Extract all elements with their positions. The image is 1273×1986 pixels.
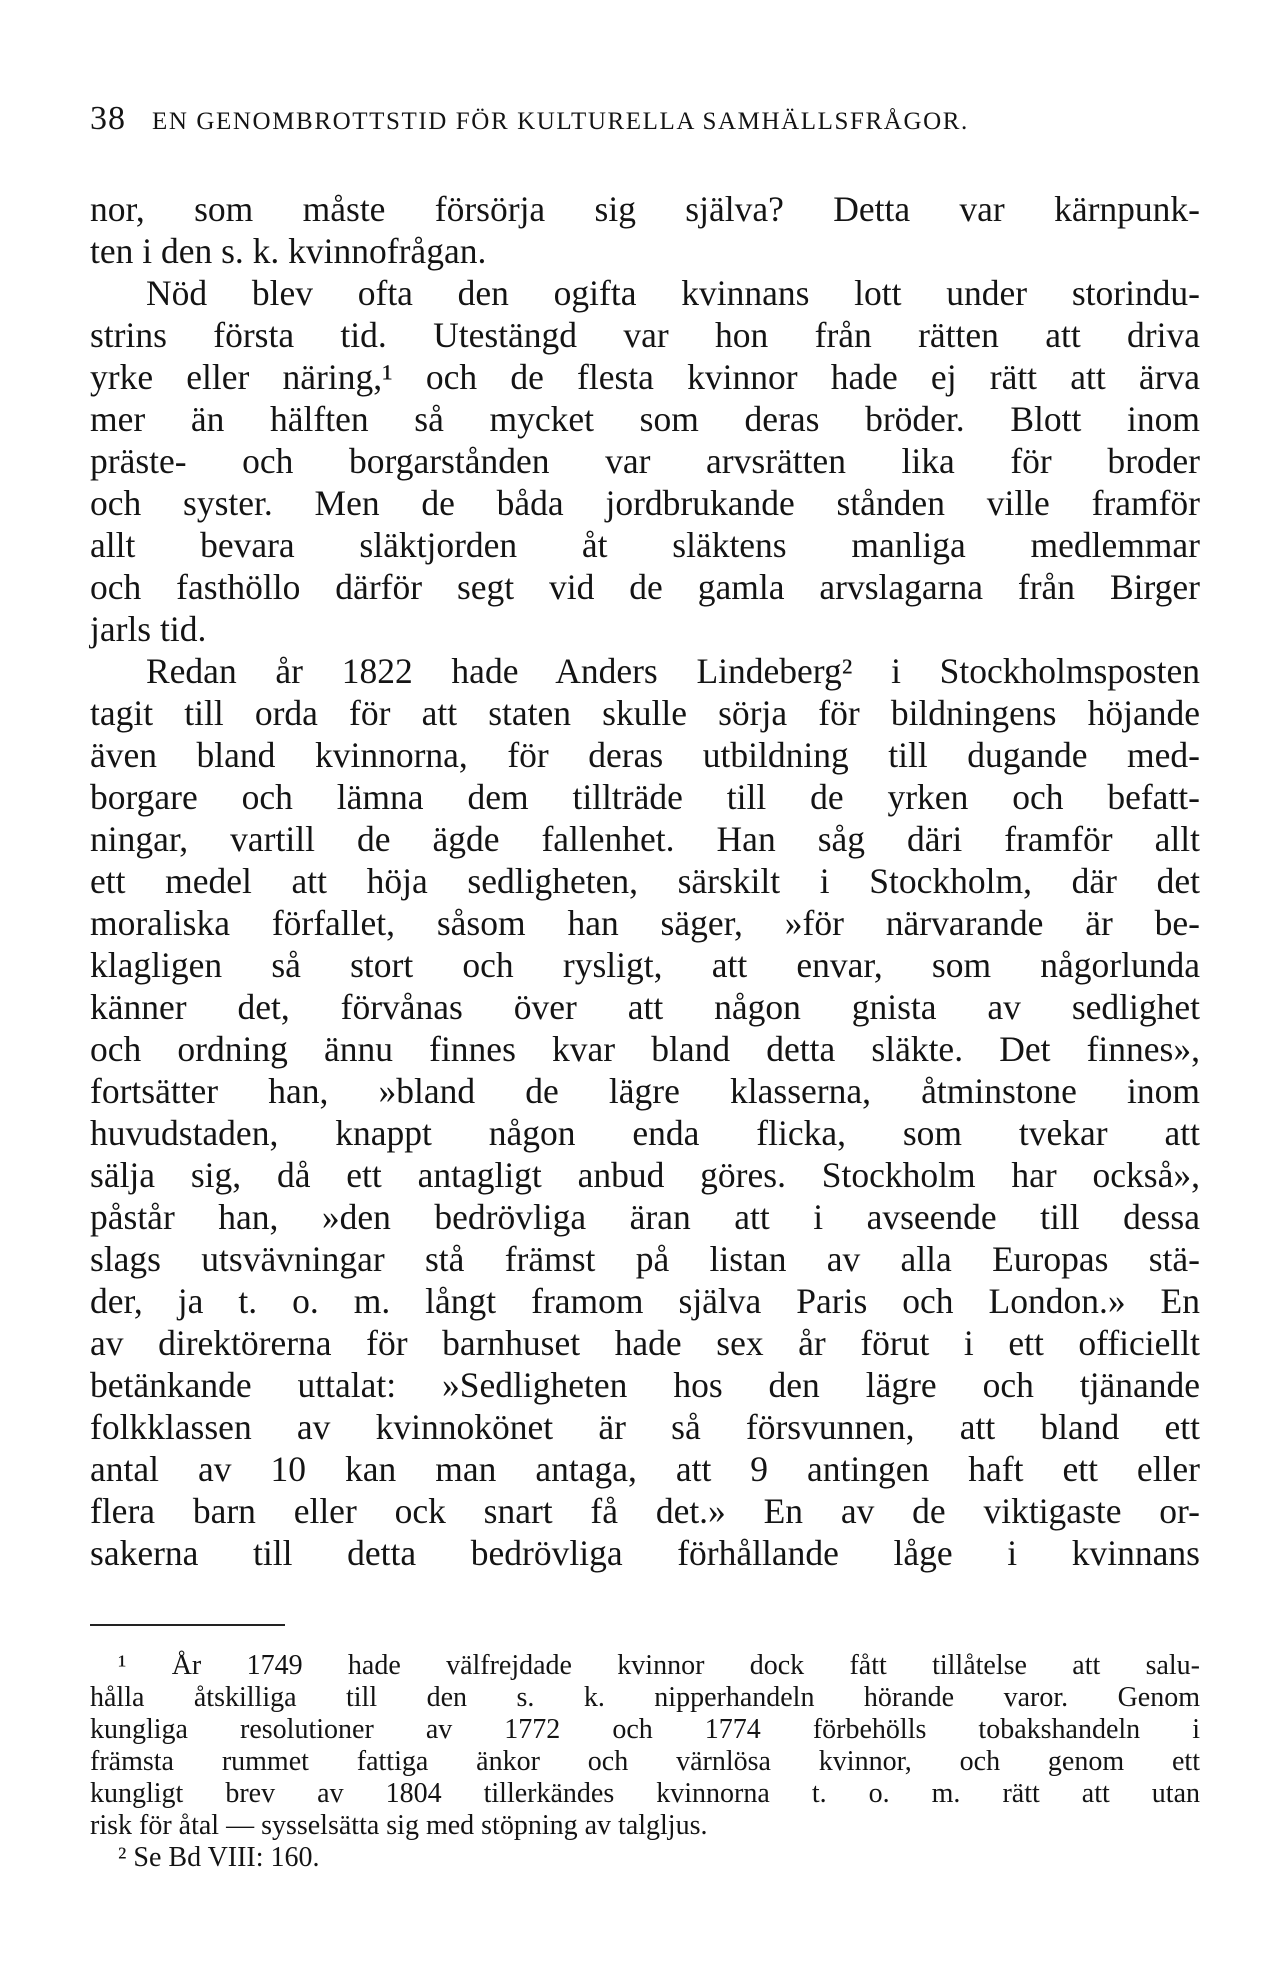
body-line: präste- och borgarstånden var arvsrätten lika för broder (90, 441, 1200, 481)
body-line: nor, som måste försörja sig själva? Detta var kärnpunk- (90, 189, 1200, 229)
footnote-line: kungligt brev av 1804 tillerkändes kvinnorna t. o. m. rätt att utan (90, 1778, 1200, 1809)
body-line: betänkande uttalat: »Sedligheten hos den lägre och tjänande (90, 1365, 1200, 1405)
body-line: och fasthöllo därför segt vid de gamla arvslagarna från Birger (90, 567, 1200, 607)
body-line: även bland kvinnorna, för deras utbildning till dugande med- (90, 735, 1200, 775)
footnotes (90, 1650, 1200, 1874)
body-line: sälja sig, då ett antagligt anbud göres. Stockholm har också», (90, 1155, 1200, 1195)
body-text (90, 188, 1200, 1574)
body-line: ten i den s. k. kvinnofrågan. (90, 231, 487, 271)
body-line: der, ja t. o. m. långt framom själva Paris och London.» En (90, 1281, 1200, 1321)
footnote-divider (90, 1624, 285, 1626)
body-line: slags utsvävningar stå främst på listan av alla Europas stä- (90, 1239, 1200, 1279)
body-line: sakerna till detta bedrövliga förhållande låge i kvinnans (90, 1533, 1200, 1573)
page-number: 38 (90, 100, 126, 137)
body-line: mer än hälften så mycket som deras bröder. Blott inom (90, 399, 1200, 439)
body-line: och ordning ännu finnes kvar bland detta släkte. Det finnes», (90, 1029, 1200, 1069)
body-line: ningar, vartill de ägde fallenhet. Han såg däri framför allt (90, 819, 1200, 859)
body-line: fortsätter han, »bland de lägre klasserna, åtminstone inom (90, 1071, 1200, 1111)
body-line: strins första tid. Utestängd var hon från rätten att driva (90, 315, 1200, 355)
footnote-line: kungliga resolutioner av 1772 och 1774 förbehölls tobakshandeln i (90, 1714, 1200, 1745)
footnote-line: hålla åtskilliga till den s. k. nipperhandeln hörande varor. Genom (90, 1682, 1200, 1713)
body-line: antal av 10 kan man antaga, att 9 antingen haft ett eller (90, 1449, 1200, 1489)
footnote-line: ² Se Bd VIII: 160. (118, 1842, 320, 1873)
book-page (90, 100, 1200, 1874)
body-line: klagligen så stort och rysligt, att envar, som någorlunda (90, 945, 1200, 985)
body-line: och syster. Men de båda jordbrukande stånden ville framför (90, 483, 1200, 523)
body-line: huvudstaden, knappt någon enda flicka, som tvekar att (90, 1113, 1200, 1153)
footnote-line: främsta rummet fattiga änkor och värnlösa kvinnor, och genom ett (90, 1746, 1200, 1777)
footnote-line: risk för åtal — sysselsätta sig med stöpning av talgljus. (90, 1810, 708, 1841)
body-line: moraliska förfallet, såsom han säger, »för närvarande är be- (90, 903, 1200, 943)
body-line: av direktörerna för barnhuset hade sex år förut i ett officiellt (90, 1323, 1200, 1363)
body-line: tagit till orda för att staten skulle sörja för bildningens höjande (90, 693, 1200, 733)
body-line: Redan år 1822 hade Anders Lindeberg² i Stockholmsposten (146, 651, 1200, 691)
body-line: känner det, förvånas över att någon gnista av sedlighet (90, 987, 1200, 1027)
body-line: borgare och lämna dem tillträde till de yrken och befatt- (90, 777, 1200, 817)
body-line: ett medel att höja sedligheten, särskilt i Stockholm, där det (90, 861, 1200, 901)
body-line: folkklassen av kvinnokönet är så försvunnen, att bland ett (90, 1407, 1200, 1447)
body-line: jarls tid. (90, 609, 207, 649)
body-line: påstår han, »den bedrövliga äran att i avseende till dessa (90, 1197, 1200, 1237)
body-line: Nöd blev ofta den ogifta kvinnans lott under storindu- (146, 273, 1200, 313)
footnote-line: ¹ År 1749 hade välfrejdade kvinnor dock fått tillåtelse att salu- (118, 1650, 1200, 1681)
body-line: allt bevara släktjorden åt släktens manliga medlemmar (90, 525, 1200, 565)
body-line: flera barn eller ock snart få det.» En av de viktigaste or- (90, 1491, 1200, 1531)
running-title: EN GENOMBROTTSTID FÖR KULTURELLA SAMHÄLLSFRÅGOR. (152, 108, 969, 135)
running-header (90, 100, 1200, 148)
body-line: yrke eller näring,¹ och de flesta kvinnor hade ej rätt att ärva (90, 357, 1200, 397)
